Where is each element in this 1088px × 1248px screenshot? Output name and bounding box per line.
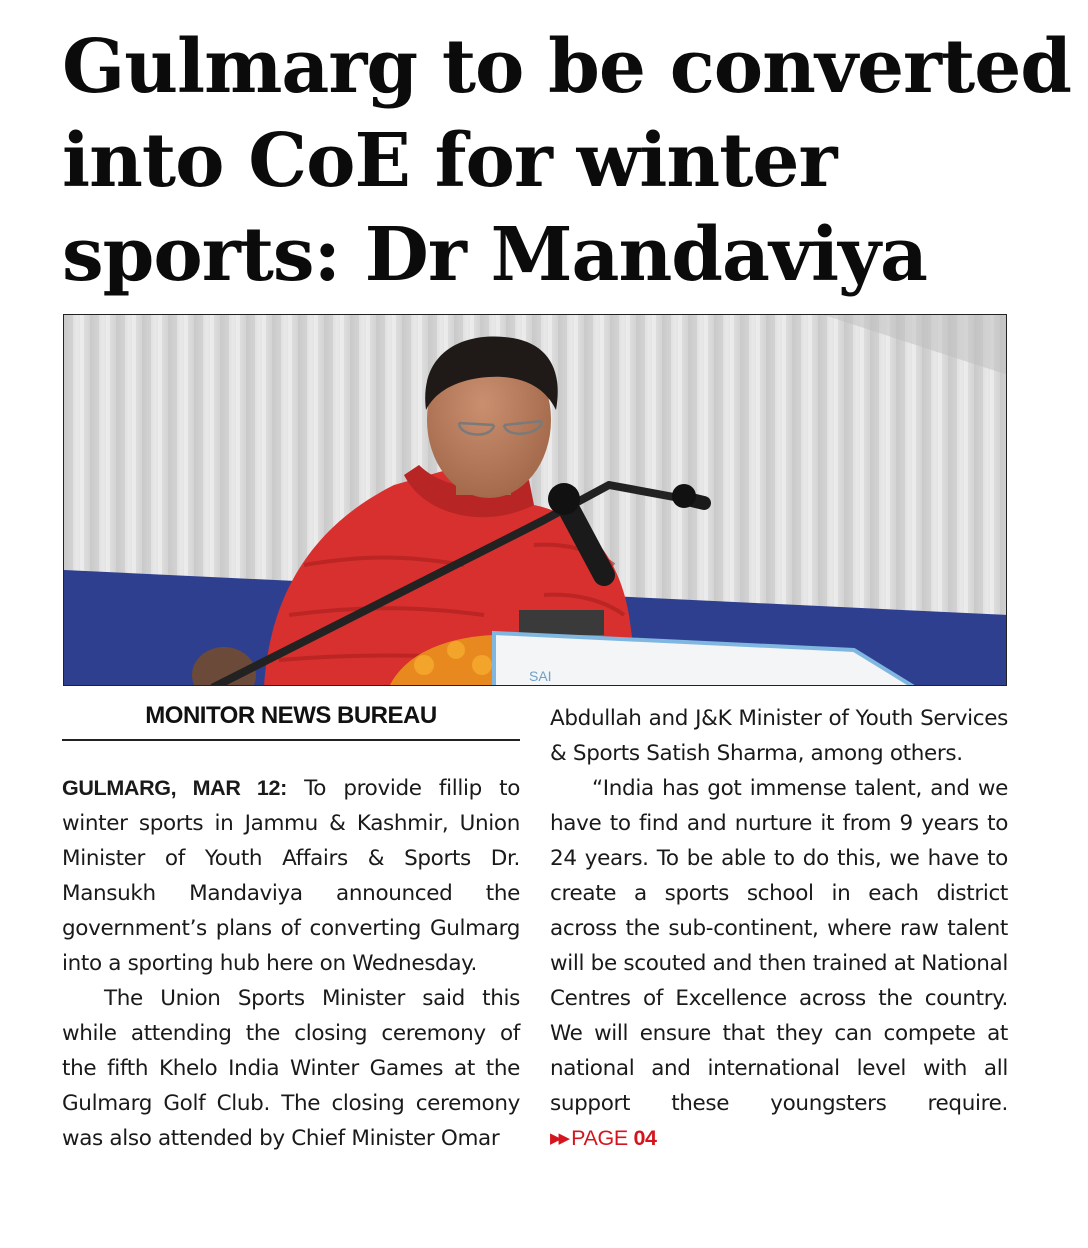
marigold-2 <box>447 641 465 659</box>
column-2 <box>550 701 1008 1156</box>
paragraph-2-part-2: Abdullah and J&K Minister of Youth Services & Sports Satish Sharma, among others. <box>550 706 1008 766</box>
marigold-1 <box>414 655 434 675</box>
microphone-1-head <box>548 483 580 515</box>
marigold-3 <box>472 655 492 675</box>
headline <box>62 20 1072 302</box>
double-arrow-icon: ▶▶ <box>550 1130 568 1147</box>
microphone-2-head <box>672 484 696 508</box>
byline: MONITOR NEWS BUREAU <box>145 702 437 729</box>
paragraph-2-part-1: The Union Sports Minister said this while attending the closing ceremony of the fifth Khelo India Winter Games at the Gulmarg Golf Club. The closing ceremony was also attended by Chief Minister Omar <box>62 986 520 1151</box>
dateline: GULMARG, MAR 12: <box>62 776 287 800</box>
headline-line-2: into CoE for winter <box>62 118 837 204</box>
paragraph-1-text: To provide fillip to winter sports in Jammu & Kashmir, Union Minister of Youth Affairs & Sports Dr. Mansukh Mandaviya announced the government’s plans of converting Gulmarg into a sporting hub here on Wednesday. <box>62 776 520 976</box>
headline-line-3: sports: Dr Mandaviya <box>62 212 928 298</box>
jump-label: PAGE <box>571 1126 628 1150</box>
column-1 <box>62 771 520 1156</box>
podium-text: SAI <box>529 668 552 684</box>
paragraph-1 <box>62 771 520 981</box>
jump-page-number: 04 <box>633 1126 657 1150</box>
byline-rule <box>62 739 520 741</box>
page-jump-link[interactable] <box>550 1126 657 1150</box>
mic-base <box>519 610 604 635</box>
paragraph-3-text: “India has got immense talent, and we have to find and nurture it from 9 years to 24 years. To be able to do this, we have to create a sports school in each district across the sub-continent, where raw talent will be scouted and then trained at National Centres of Excellence across the country. We will ensure that they can compete at national and international level with all support these youngsters require. <box>550 776 1008 1116</box>
news-photo <box>63 314 1007 686</box>
headline-line-1: Gulmarg to be converted <box>62 24 1072 110</box>
paragraph-3 <box>550 771 1008 1156</box>
speaker-illustration <box>64 315 1007 686</box>
